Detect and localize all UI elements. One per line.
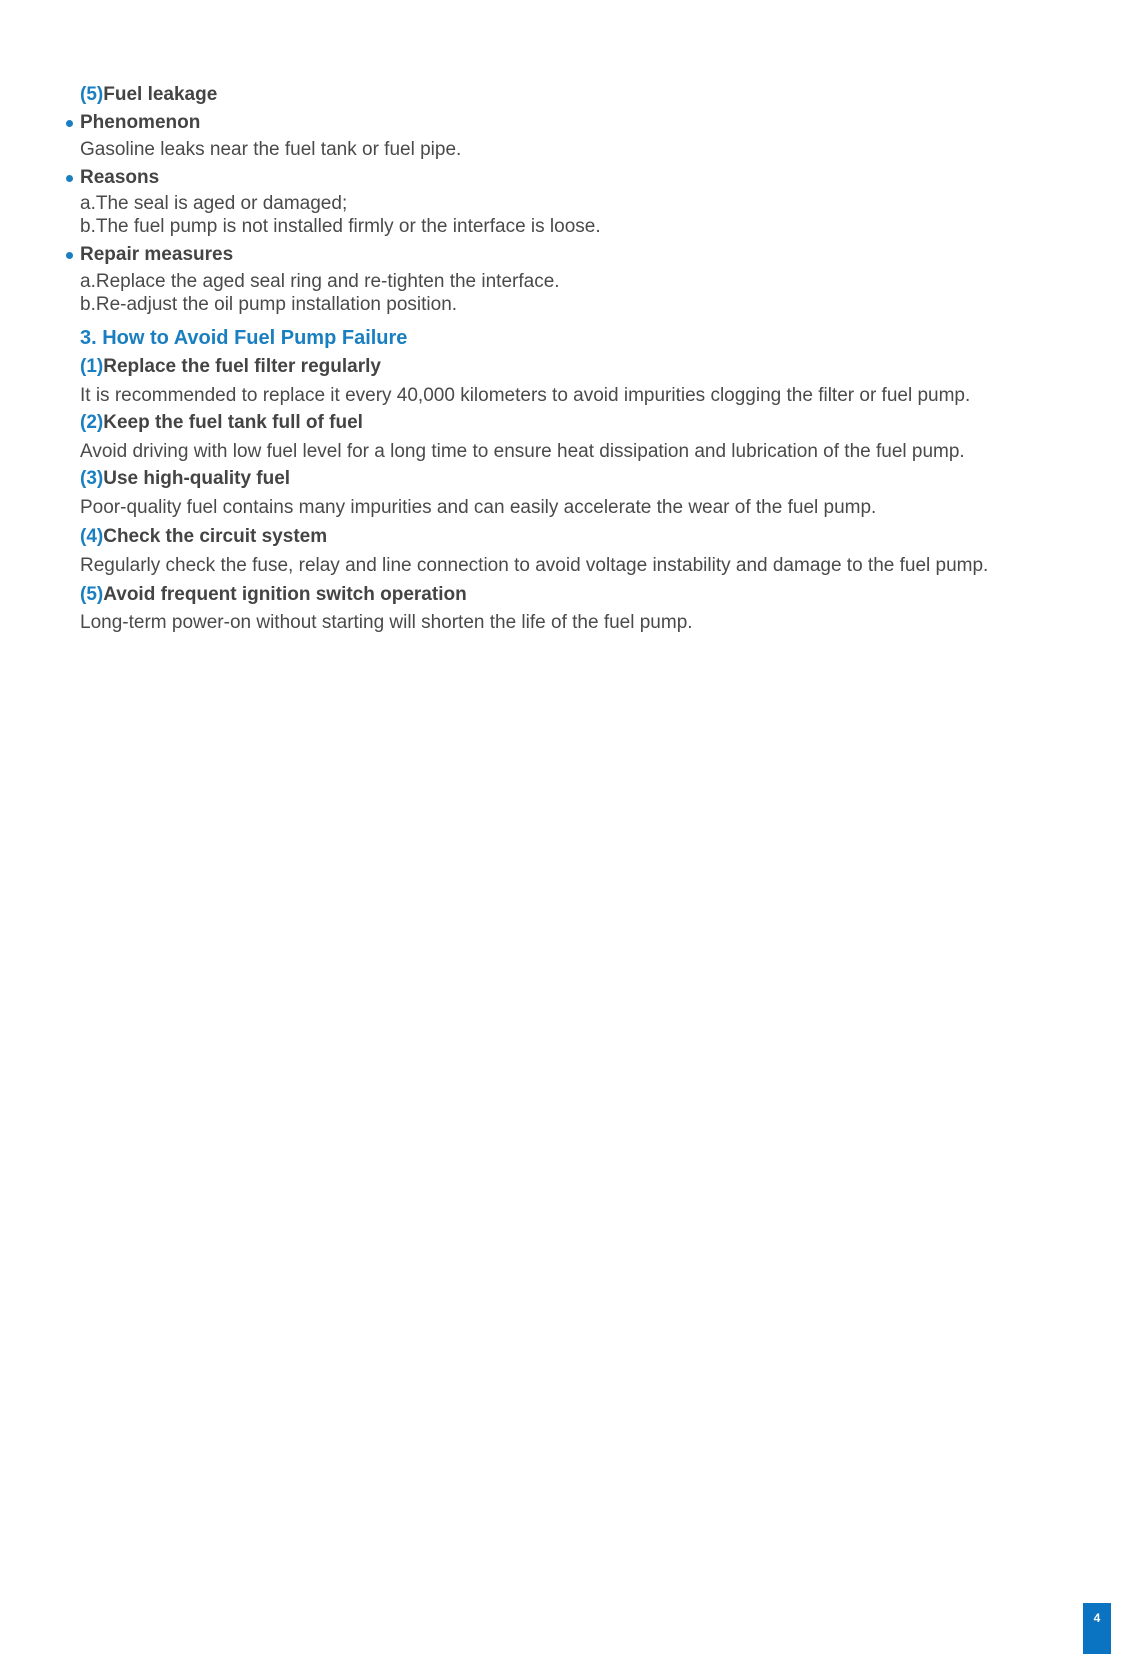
avoid-item-text: Poor-quality fuel contains many impurities and can easily accelerate the wear of the fuel pump.: [80, 497, 877, 518]
avoid-item-text: Regularly check the fuse, relay and line connection to avoid voltage instability and damage to the fuel pump.: [80, 555, 989, 576]
heading-title: Fuel leakage: [103, 84, 218, 105]
avoid-item-heading: [80, 525, 327, 549]
bullet-dot-icon: [66, 175, 73, 182]
heading-number: (5): [80, 84, 104, 105]
bullet-dot-icon: [66, 120, 73, 127]
repair-label: Repair measures: [80, 244, 234, 265]
reasons-heading: [80, 166, 159, 190]
item-number: (5): [80, 584, 104, 605]
phenomenon-text: Gasoline leaks near the fuel tank or fuel pipe.: [80, 139, 462, 160]
avoid-item-text: It is recommended to replace it every 40,000 kilometers to avoid impurities clogging the filter or fuel pump.: [80, 385, 971, 406]
avoid-item-text: Avoid driving with low fuel level for a long time to ensure heat dissipation and lubrication of the fuel pump.: [80, 441, 965, 462]
reason-line: a.The seal is aged or damaged;: [80, 193, 348, 214]
item-number: (1): [80, 356, 104, 377]
item-title: Replace the fuel filter regularly: [103, 356, 381, 377]
avoid-item-heading: [80, 355, 381, 379]
repair-line: a.Replace the aged seal ring and re-tighten the interface.: [80, 271, 560, 292]
phenomenon-label: Phenomenon: [80, 112, 201, 133]
bullet-dot-icon: [66, 252, 73, 259]
avoid-item-heading: [80, 583, 467, 607]
section-title: 3. How to Avoid Fuel Pump Failure: [80, 327, 408, 349]
item-title: Use high-quality fuel: [103, 468, 291, 489]
item-number: (4): [80, 526, 104, 547]
item-title: Avoid frequent ignition switch operation: [103, 584, 467, 605]
avoid-item-heading: [80, 467, 290, 491]
item-number: (2): [80, 412, 104, 433]
avoid-item-text: Long-term power-on without starting will shorten the life of the fuel pump.: [80, 612, 693, 633]
reason-line: b.The fuel pump is not installed firmly or the interface is loose.: [80, 216, 601, 237]
repair-heading: [80, 243, 233, 267]
page-number-badge: 4: [1083, 1603, 1111, 1654]
item-title: Check the circuit system: [103, 526, 328, 547]
item-title: Keep the fuel tank full of fuel: [103, 412, 363, 433]
phenomenon-heading: [80, 111, 200, 135]
avoid-item-heading: [80, 411, 363, 435]
fuel-leakage-heading: [80, 83, 217, 107]
repair-line: b.Re-adjust the oil pump installation position.: [80, 294, 458, 315]
reasons-label: Reasons: [80, 167, 160, 188]
item-number: (3): [80, 468, 104, 489]
